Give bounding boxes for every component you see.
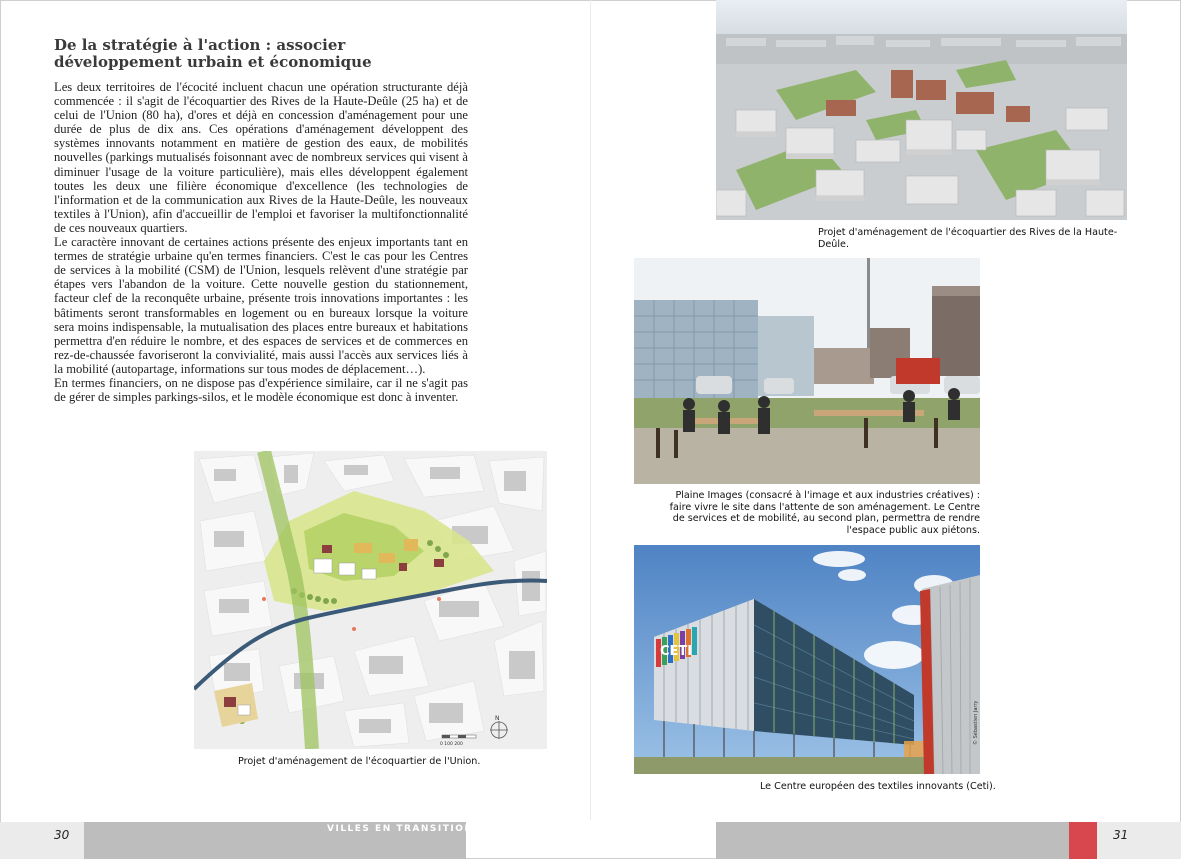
plaine-images-caption: Plaine Images (consacré à l'image et aux industries créatives) : faire vivre le site dans l'attente de son aménagement. Le Centre de services et de mobilité, au second plan, permettra de rendre l'espace public aux piétons.	[669, 490, 980, 536]
left-page-number: 30	[54, 828, 70, 842]
photo-credit: © Sébastien Jarry	[973, 700, 979, 745]
footer-right-band	[716, 822, 1069, 859]
paragraph-2: Le caractère innovant de certaines actions présente des enjeux importants tant en termes de stratégie urbaine qu'en termes financiers. C'est le cas pour les Centres de services à la mobilité (CSM) de l'Union, lesquels relèvent d'une stratégie par étapes vers l'abandon de la voiture. Cette nouvelle gestion du stationnement, facteur clef de la reconquête urbaine, présente trois innovations importantes : les bâtiments seront transformables en logement ou en bureaux lorsque la voiture sera moins indispensable, la mutualisation des places entre bureaux et habitations permettra d'en réduire le nombre, et des espaces de services et de commerces en rez-de-chaussée favoriseront la convivialité, mais aussi l'accès aux services liés à la mobilité (autopartage, informations sur tous modes de déplacement…).	[54, 235, 468, 376]
plaine-images-scene	[634, 258, 980, 484]
section-heading: De la stratégie à l'action : associer développement urbain et économique	[54, 36, 372, 71]
ceti-building-photo	[634, 545, 980, 774]
page-gutter	[590, 0, 591, 820]
union-map-caption: Projet d'aménagement de l'écoquartier de l'Union.	[238, 756, 481, 767]
body-text	[54, 80, 468, 404]
ceti-building-scene	[634, 545, 980, 774]
union-map	[194, 451, 547, 749]
ceti-sign-text: CETI	[660, 644, 693, 659]
paragraph-1: Les deux territoires de l'écocité incluent chacun une opération structurante déjà commencée : il s'agit de l'écoquartier des Rives de la Haute-Deûle (25 ha) et de celui de l'Union (80 ha), d'ores et déjà en concession d'aménagement pour une durée de plus de dix ans. Ces opérations d'aménagement développent des systèmes innovants notamment en matière de gestion des eaux, de mobilités nouvelles (parkings mutualisés foisonnant avec de nombreux services qui visent à diminuer l'usage de la voiture particulière), mais elles développent également toutes les deux une filière économique d'excellence (les technologies de l'information et de la communication aux Rives de la Haute-Deûle, les nouveaux textiles à l'Union), afin d'accueillir de l'emploi et favoriser la multifonctionnalité de ces nouveaux quartiers.	[54, 80, 468, 235]
map-scale-label: 0 100 200	[440, 742, 463, 747]
paragraph-3: En termes financiers, on ne dispose pas d'expérience similaire, car il ne s'agit pas de gérer de simples parkings-silos, et le modèle économique est donc à inventer.	[54, 375, 468, 405]
ceti-caption: Le Centre européen des textiles innovants (Ceti).	[760, 781, 996, 792]
running-title: VILLES EN TRANSITION	[327, 824, 474, 834]
footer-accent-block	[1069, 822, 1097, 859]
page-footer	[0, 822, 1181, 859]
plaine-images-photo	[634, 258, 980, 484]
footer-right-light-band	[1097, 822, 1181, 859]
right-page-number: 31	[1113, 828, 1129, 842]
aerial-rendering-figure	[716, 0, 1127, 220]
map-north-label: N	[495, 715, 500, 722]
footer-left-band	[0, 822, 84, 859]
aerial-rendering	[716, 0, 1127, 220]
aerial-caption: Projet d'aménagement de l'écoquartier des Rives de la Haute-Deûle.	[818, 227, 1118, 250]
union-map-figure	[194, 451, 547, 749]
